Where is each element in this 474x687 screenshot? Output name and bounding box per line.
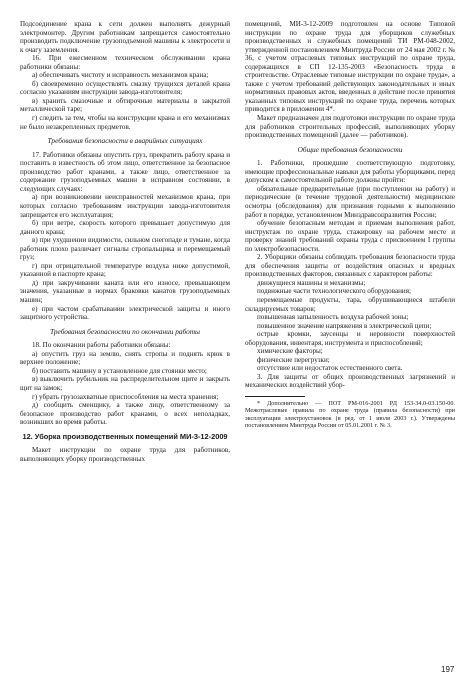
paragraph: 1. Работники, прошедшие соответствующую подготовку, имеющие профессиональные навыки для работы уборщиками, перед допуском к самостоятельной работе должны пройти:: [245, 159, 455, 185]
paragraph: перемещаемые продукты, тара, обрушивающиеся штабели складируемых товаров;: [245, 296, 455, 313]
paragraph: Подсоединение крана к сети должен выполнять дежурный электромонтер. Другим работникам запрещается самостоятельно производить подключение грузоподъемной машины к электросети и к очагу заземления.: [20, 20, 230, 54]
left-paragraphs-d: [20, 446, 230, 463]
paragraph: а) обеспечивать чистоту и исправность механизмов крана;: [32, 71, 209, 80]
paragraph: Макет предназначен для подготовки инструкции по охране труда для работников строительных профессий, выполняющих уборку производственных помещений (далее — работников).: [245, 114, 455, 140]
paragraph: б) поставить машину в установленное для стоянки место;: [32, 366, 207, 375]
left-paragraphs-a: [20, 20, 230, 131]
paragraph: г) следить за тем, чтобы на конструкции крана и его механизмах не было незакрепленных предметов.: [20, 114, 230, 131]
paragraph: физические перегрузки;: [257, 355, 330, 364]
left-column: [20, 20, 230, 463]
paragraph: д) при закручивании каната или его износе, превышающем значения, указанные в нормах браковки канатов грузоподъемных машин;: [20, 278, 230, 304]
paragraph: Макет инструкции по охране труда для работников, выполняющих уборку производственных: [20, 446, 230, 463]
paragraph: б) при ветре, скорость которого превышает допустимую для данного крана;: [20, 219, 230, 236]
paragraph: г) при отрицательной температуре воздуха ниже допустимой, указанной в паспорте крана;: [20, 261, 230, 279]
paragraph: химические факторы;: [257, 347, 323, 356]
paragraph: в) хранить смазочные и обтирочные материалы в закрытой металлической таре;: [20, 96, 230, 114]
section-heading-emergency: Требования безопасности в аварийных ситуациях: [47, 136, 203, 146]
paragraph: острые кромки, заусенцы и неровности поверхностей оборудования, инвентаря, инструмента и приспособлений;: [245, 330, 455, 347]
paragraph: в) выключить рубильник на распределительном щите и закрыть щит на замок;: [20, 375, 230, 392]
paragraph: повышенная запыленность воздуха рабочей зоны;: [257, 313, 409, 322]
paragraph: движущиеся машины и механизмы;: [257, 278, 366, 287]
paragraph: помещений, МИ-3-12-2009 подготовлен на основе Типовой инструкции по охране труда для уборщиков служебных производственных и служебных помещений ТИ РМ-048-2002, утвержденной постановлением Минтруда России от 24 мая 2002 г. № 36, с учетом отраслевых типовых инструкций по охране труда, содержащихся в СП 12-135-2003 «Безопасность труда в строительстве. Отраслевые типовые инструкции по охране труда», а также с учетом требований действующих законодательных и иных нормативных правовых актов, введенных в действие после принятия указанных типовых инструкций по охране труда, перечень которых приводится в приложении 4*.: [245, 20, 455, 114]
paragraph: подвижные части технологического оборудования;: [257, 287, 411, 296]
paragraph: отсутствие или недостаток естественного света.: [257, 364, 403, 373]
paragraph: б) своевременно осуществлять смазку трущихся деталей крана согласно указаниям инструкции завода-изготовителя;: [20, 79, 230, 97]
footnote-divider: [245, 396, 305, 397]
paragraph: г) убрать грузозахватные приспособления на места хранения;: [32, 392, 219, 401]
paragraph: а) при возникновении неисправностей механизмов крана, при которых согласно требованиям инструкции завода-изготовителя запрещается его эксплуатация;: [20, 193, 230, 219]
paragraph: обучение безопасным методам и приемам выполнения работ, инструктаж по охране труда, стажировку на рабочем месте и проверку знаний требований охраны труда с присвоением I группы по электробезопасности.: [245, 219, 455, 253]
paragraph: 16. При ежесменном техническом обслуживании крана работники обязаны:: [20, 54, 230, 71]
left-paragraphs-c: [20, 341, 230, 426]
section-heading-general: Общие требования безопасности: [297, 144, 403, 154]
paragraph: обязательные предварительные (при поступлении на работу) и периодические (в течение трудовой деятельности) медицинские осмотры (обследования) для признания годными к выполнению работ в порядке, установленном Минздравсоцразвития России;: [245, 184, 455, 219]
paragraph: повышенное значение напряжения в электрической цепи;: [257, 321, 432, 330]
paragraph: в) при ухудшении видимости, сильном снегопаде и тумане, когда работник плохо различает сигналы стропальщика и перемещаемый груз;: [20, 236, 230, 262]
footnote: * Дополнительно — ПОТ РМ-016-2001 РД 153-34.0-03.150-00. Межотраслевые правила по охране труда (правила безопасности) при эксплуатации электроустановок (в ред. от 1 июля 2003 г.). Утверждены постановлением Минтруда России от 05.01.2001 г. № 3.: [245, 400, 455, 429]
paragraph: 18. По окончании работы работники обязаны:: [32, 341, 171, 350]
right-paragraphs-a: [245, 20, 455, 140]
page-number: 197: [441, 665, 455, 674]
left-paragraphs-b: [20, 151, 230, 322]
section-heading-finish: Требования безопасности по окончании работы: [50, 326, 200, 336]
right-paragraphs-b: [245, 159, 455, 390]
paragraph: 17. Работники обязаны опустить груз, прекратить работу крана и поставить в известность об этом лицо, ответственное за безопасное производство работ кранами, а также лицо, ответственное за содержание грузоподъемных машин в исправном состоянии, в следующих случаях:: [20, 150, 230, 193]
section-heading-cleaning: 12. Уборка производственных помещений МИ-3-12-2009: [22, 431, 228, 441]
paragraph: 2. Уборщики обязаны соблюдать требования безопасности труда для обеспечения защиты от воздействия опасных и вредных производственных факторов, связанных с характером работы:: [245, 253, 455, 279]
paragraph: а) опустить груз на землю, снять стропы и поднять крюк в верхнее положение;: [20, 349, 230, 367]
paragraph: е) при частом срабатывании электрической защиты и иного защитного устройства.: [20, 304, 230, 322]
right-column: [245, 20, 455, 429]
paragraph: д) сообщить сменщику, а также лицу, ответственному за безопасное производство работ кранами, о всех неполадках, возникших во время работы.: [20, 401, 230, 427]
paragraph: 3. Для защиты от общих производственных загрязнений и механических воздействий убор-: [245, 372, 455, 390]
